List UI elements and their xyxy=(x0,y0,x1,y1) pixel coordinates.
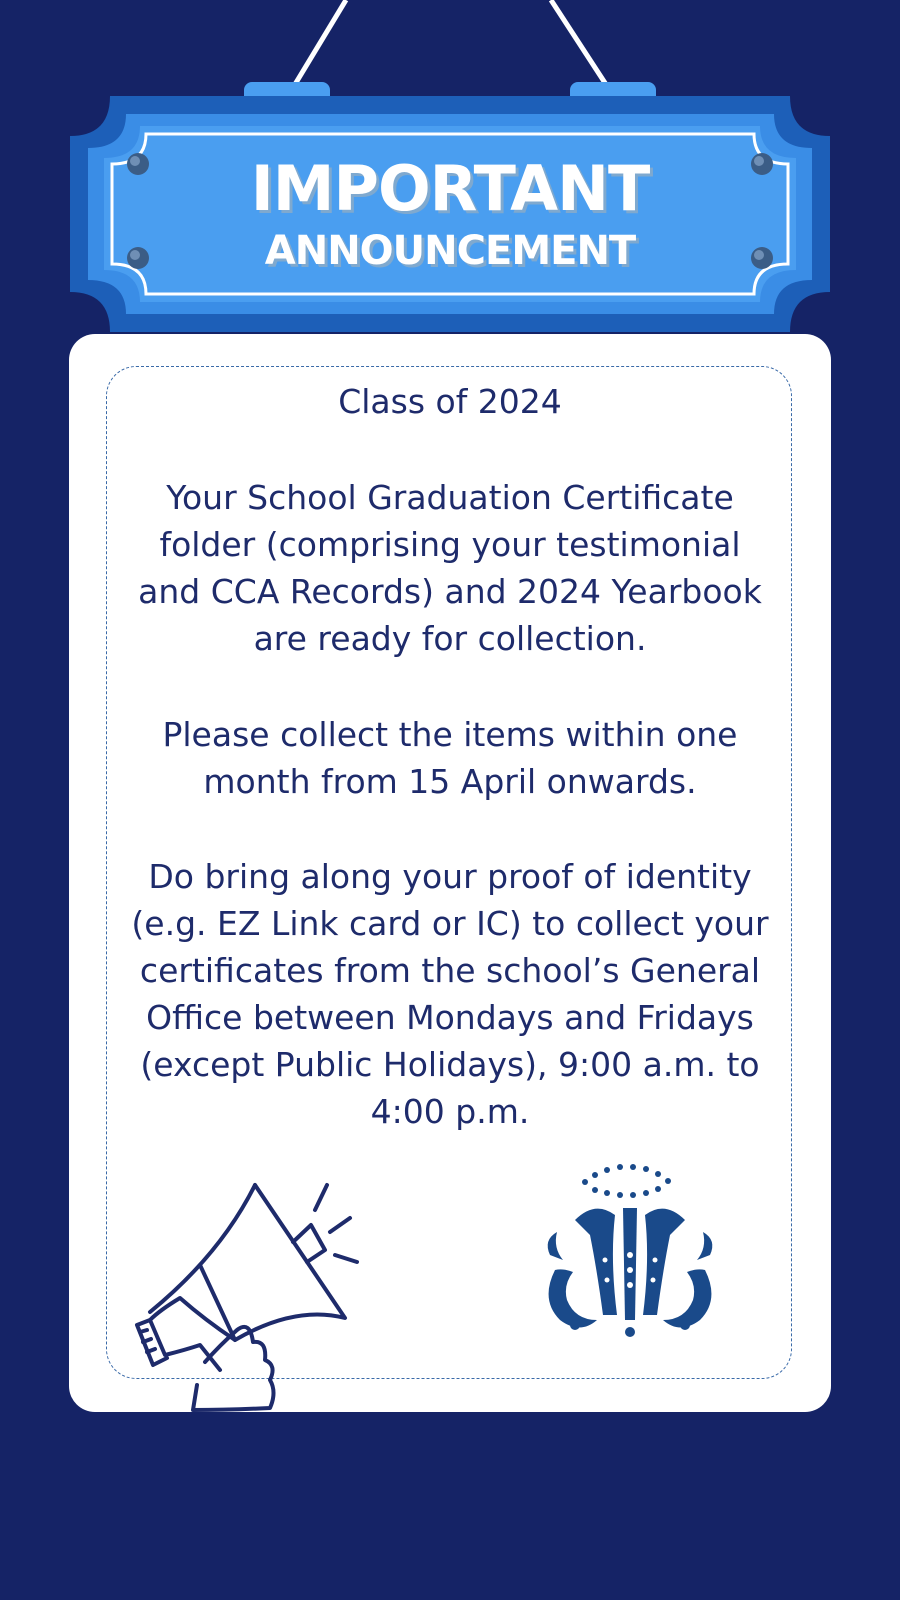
notice-paragraph-ready: Your School Graduation Certificate folder (comprising your testimonial and CCA Records) and 2024 Yearbook are ready for collection. xyxy=(138,478,762,658)
megaphone-icon xyxy=(125,1170,385,1415)
crest-stars xyxy=(582,1164,671,1198)
notice-heading: Class of 2024 xyxy=(338,382,562,421)
sign-title-announcement: ANNOUNCEMENT xyxy=(264,228,636,274)
notice-paragraph-identity: Do bring along your proof of identity (e.g. EZ Link card or IC) to collect your certificates from the school’s General Office between Mondays and Fridays (except Public Holidays), 9:00 a.m. to 4:00 p.m. xyxy=(131,857,769,1131)
sign-title-important: IMPORTANT xyxy=(250,152,650,225)
school-crest-logo xyxy=(535,1160,725,1350)
notice-paragraph-collect: Please collect the items within one month from 15 April onwards. xyxy=(162,715,738,801)
